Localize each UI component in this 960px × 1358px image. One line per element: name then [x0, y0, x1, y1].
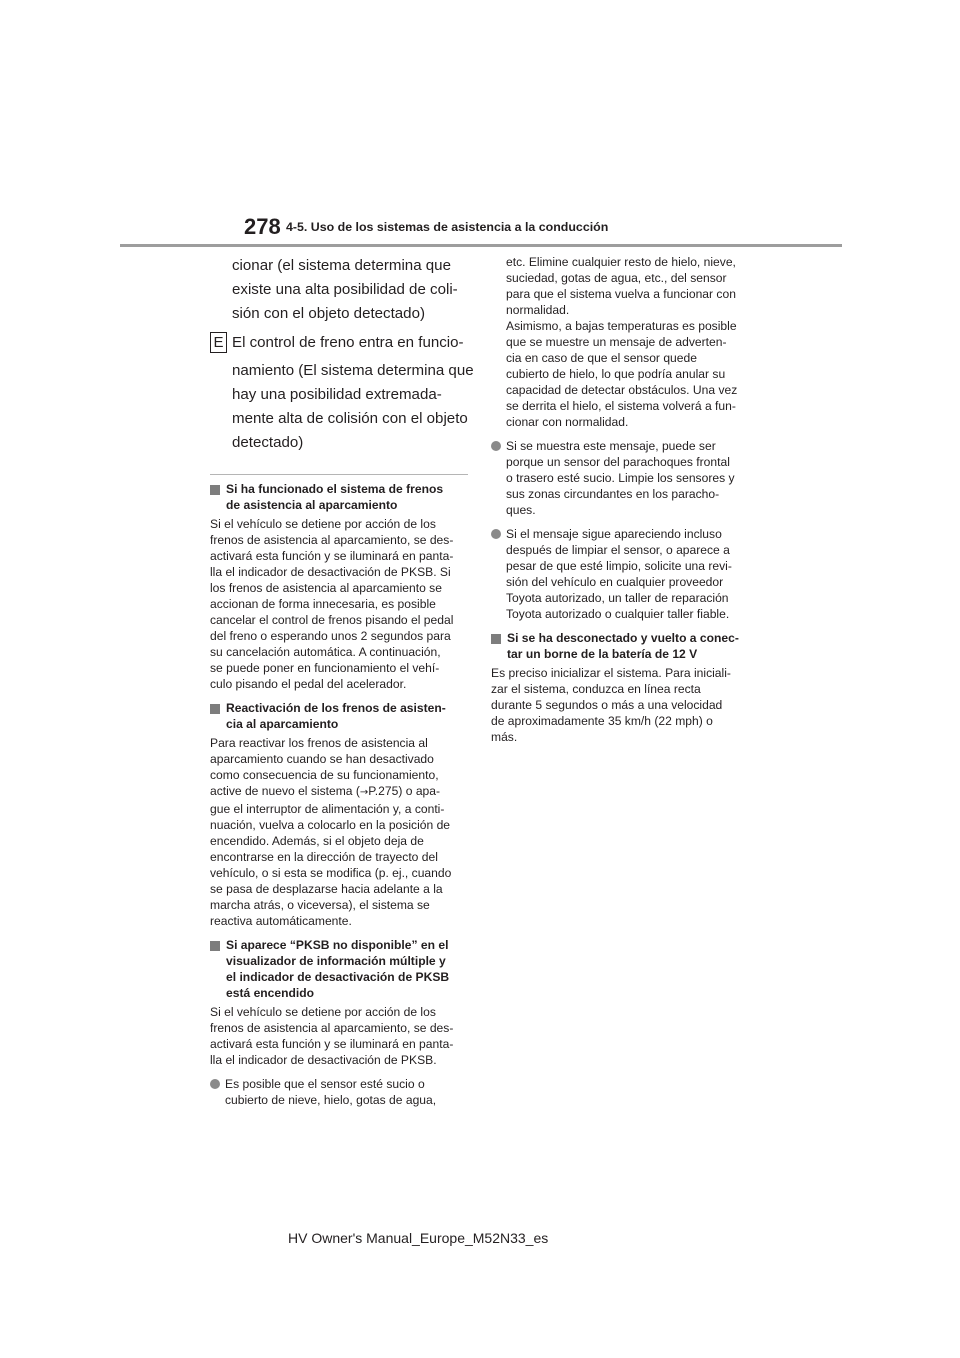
round-bullet-icon — [210, 1079, 220, 1089]
text-line: sión con el objeto detectado) — [232, 305, 425, 322]
body-line: cubierto de hielo, lo que podría anular su — [506, 367, 726, 381]
body-line: del freno o esperando unos 2 segundos para — [210, 629, 451, 643]
text-line: namiento (El sistema determina que — [232, 362, 474, 379]
section-body — [491, 665, 755, 745]
body-line: reactiva automáticamente. — [210, 914, 352, 928]
body-line: frenos de asistencia al aparcamiento, se des- — [210, 533, 454, 547]
bullet-line: Toyota autorizado o cualquier taller fiable. — [506, 607, 730, 621]
body-text: active de nuevo el sistema ( — [210, 784, 360, 798]
body-line: Es preciso inicializar el sistema. Para iniciali- — [491, 666, 731, 680]
heading-line: Si se ha desconectado y vuelto a conec- — [507, 631, 739, 645]
body-line: gue el interruptor de alimentación y, a conti- — [210, 802, 445, 816]
body-line: suciedad, gotas de agua, etc., del sensor — [506, 271, 727, 285]
body-line: marcha atrás, o viceversa), el sistema se — [210, 898, 430, 912]
heading-line: Reactivación de los frenos de asisten- — [226, 701, 446, 715]
body-line: para que el sistema vuelva a funcionar con — [506, 287, 736, 301]
footer-text: HV Owner's Manual_Europe_M52N33_es — [288, 1230, 549, 1246]
text-line: detectado) — [232, 434, 304, 451]
body-line: encontrarse en la dirección de trayecto del — [210, 850, 438, 864]
heading-line: visualizador de información múltiple y — [226, 954, 446, 968]
body-line: accionan de forma innecesaria, es posible — [210, 597, 436, 611]
item-e — [210, 331, 472, 455]
body-line: como consecuencia de su funcionamiento, — [210, 768, 439, 782]
text-line: cionar (el sistema determina que — [232, 257, 451, 274]
body-line: su cancelación automática. A continuación, — [210, 645, 441, 659]
body-line: etc. Elimine cualquier resto de hielo, nieve, — [506, 255, 736, 269]
square-bullet-icon — [210, 485, 220, 495]
heading-line: Si aparece “PKSB no disponible” en el — [226, 938, 449, 952]
body-line: activará esta función y se iluminará en panta- — [210, 549, 454, 563]
heading-line: cia al aparcamiento — [226, 717, 339, 731]
body-line: zar el sistema, conduzca en línea recta — [491, 682, 701, 696]
body-line: culo pisando el pedal del acelerador. — [210, 677, 407, 691]
body-line: activará esta función y se iluminará en panta- — [210, 1037, 454, 1051]
body-line: normalidad. — [506, 303, 570, 317]
section-body — [210, 735, 472, 929]
section-body — [210, 516, 472, 692]
square-bullet-icon — [210, 704, 220, 714]
body-line: lla el indicador de desactivación de PKSB. Si — [210, 565, 451, 579]
left-column — [210, 254, 472, 1116]
body-line: encendido. Además, si el objeto deja de — [210, 834, 424, 848]
body-line: se puede poner en funcionamiento el vehí- — [210, 661, 440, 675]
section-heading — [210, 937, 472, 1001]
section-heading — [210, 481, 472, 513]
body-line: durante 5 segundos o más a una velocidad — [491, 698, 723, 712]
bullet-line: Es posible que el sensor esté sucio o — [225, 1077, 425, 1091]
body-line: lla el indicador de desactivación de PKSB. — [210, 1053, 437, 1067]
heading-line: el indicador de desactivación de PKSB — [226, 970, 450, 984]
round-bullet-icon — [491, 529, 501, 539]
body-line: se pasa de desplazarse hacia adelante a la — [210, 882, 443, 896]
text-line: mente alta de colisión con el objeto — [232, 410, 468, 427]
body-line-with-reference — [210, 783, 472, 801]
heading-line: de asistencia al aparcamiento — [226, 498, 398, 512]
body-line: Asimismo, a bajas temperaturas es posible — [506, 319, 737, 333]
bullet-line: Si se muestra este mensaje, puede ser — [506, 439, 716, 453]
body-line: aparcamiento cuando se han desactivado — [210, 752, 434, 766]
square-bullet-icon — [210, 941, 220, 951]
body-line: cia en caso de que el sensor quede — [506, 351, 697, 365]
arrow-right-icon: → — [359, 787, 369, 798]
bullet-continuation — [491, 254, 755, 430]
body-line: nuación, vuelva a colocarlo en la posición de — [210, 818, 451, 832]
text-line: El control de freno entra en funcio- — [232, 334, 464, 351]
bullet-line: ques. — [506, 503, 536, 517]
right-column — [491, 254, 755, 753]
bullet-line: después de limpiar el sensor, o aparece a — [506, 543, 730, 557]
bullet-item — [210, 1076, 472, 1108]
item-e-marker: E — [210, 332, 227, 353]
body-line: de aproximadamente 35 km/h (22 mph) o — [491, 714, 713, 728]
bullet-line: sus zonas circundantes en los paracho- — [506, 487, 720, 501]
heading-line: Si ha funcionado el sistema de frenos — [226, 482, 444, 496]
body-line: que se muestre un mensaje de adverten- — [506, 335, 727, 349]
section-body — [210, 1004, 472, 1068]
body-line: cancelar el control de frenos pisando el pedal — [210, 613, 454, 627]
body-line: se derrita el hielo, el sistema volverá a fun- — [506, 399, 736, 413]
body-line: vehículo, o si esta se modifica (p. ej., cuando — [210, 866, 452, 880]
body-line: los frenos de asistencia al aparcamiento se — [210, 581, 442, 595]
section-divider — [210, 474, 468, 475]
bullet-line: Si el mensaje sigue apareciendo incluso — [506, 527, 722, 541]
body-line: más. — [491, 730, 518, 744]
section-title: 4-5. Uso de los sistemas de asistencia a la conducción — [286, 220, 609, 234]
bullet-item — [491, 526, 755, 622]
bullet-line: porque un sensor del parachoques frontal — [506, 455, 730, 469]
body-line: cionar con normalidad. — [506, 415, 629, 429]
bullet-line: cubierto de nieve, hielo, gotas de agua, — [225, 1093, 437, 1107]
body-line: Si el vehículo se detiene por acción de los — [210, 1005, 436, 1019]
bullet-line: sión del vehículo en cualquier proveedor — [506, 575, 724, 589]
body-line: capacidad de detectar obstáculos. Una vez — [506, 383, 738, 397]
body-line: frenos de asistencia al aparcamiento, se des- — [210, 1021, 454, 1035]
heading-line: tar un borne de la batería de 12 V — [507, 647, 698, 661]
bullet-line: Toyota autorizado, un taller de reparación — [506, 591, 729, 605]
square-bullet-icon — [491, 634, 501, 644]
bullet-item — [491, 438, 755, 518]
section-heading — [491, 630, 755, 662]
bullet-line: o trasero esté sucio. Limpie los sensores y — [506, 471, 735, 485]
text-line: existe una alta posibilidad de coli- — [232, 281, 458, 298]
body-line: Para reactivar los frenos de asistencia al — [210, 736, 428, 750]
continuation-text — [232, 254, 472, 326]
round-bullet-icon — [491, 441, 501, 451]
bullet-line: pesar de que esté limpio, solicite una revi- — [506, 559, 732, 573]
body-line: Si el vehículo se detiene por acción de los — [210, 517, 436, 531]
page-reference-link[interactable]: P.275) o apa- — [368, 784, 441, 798]
section-heading — [210, 700, 472, 732]
heading-line: está encendido — [226, 986, 315, 1000]
page-number: 278 — [244, 214, 281, 239]
text-line: hay una posibilidad extremada- — [232, 386, 442, 403]
header-rule — [120, 244, 842, 247]
